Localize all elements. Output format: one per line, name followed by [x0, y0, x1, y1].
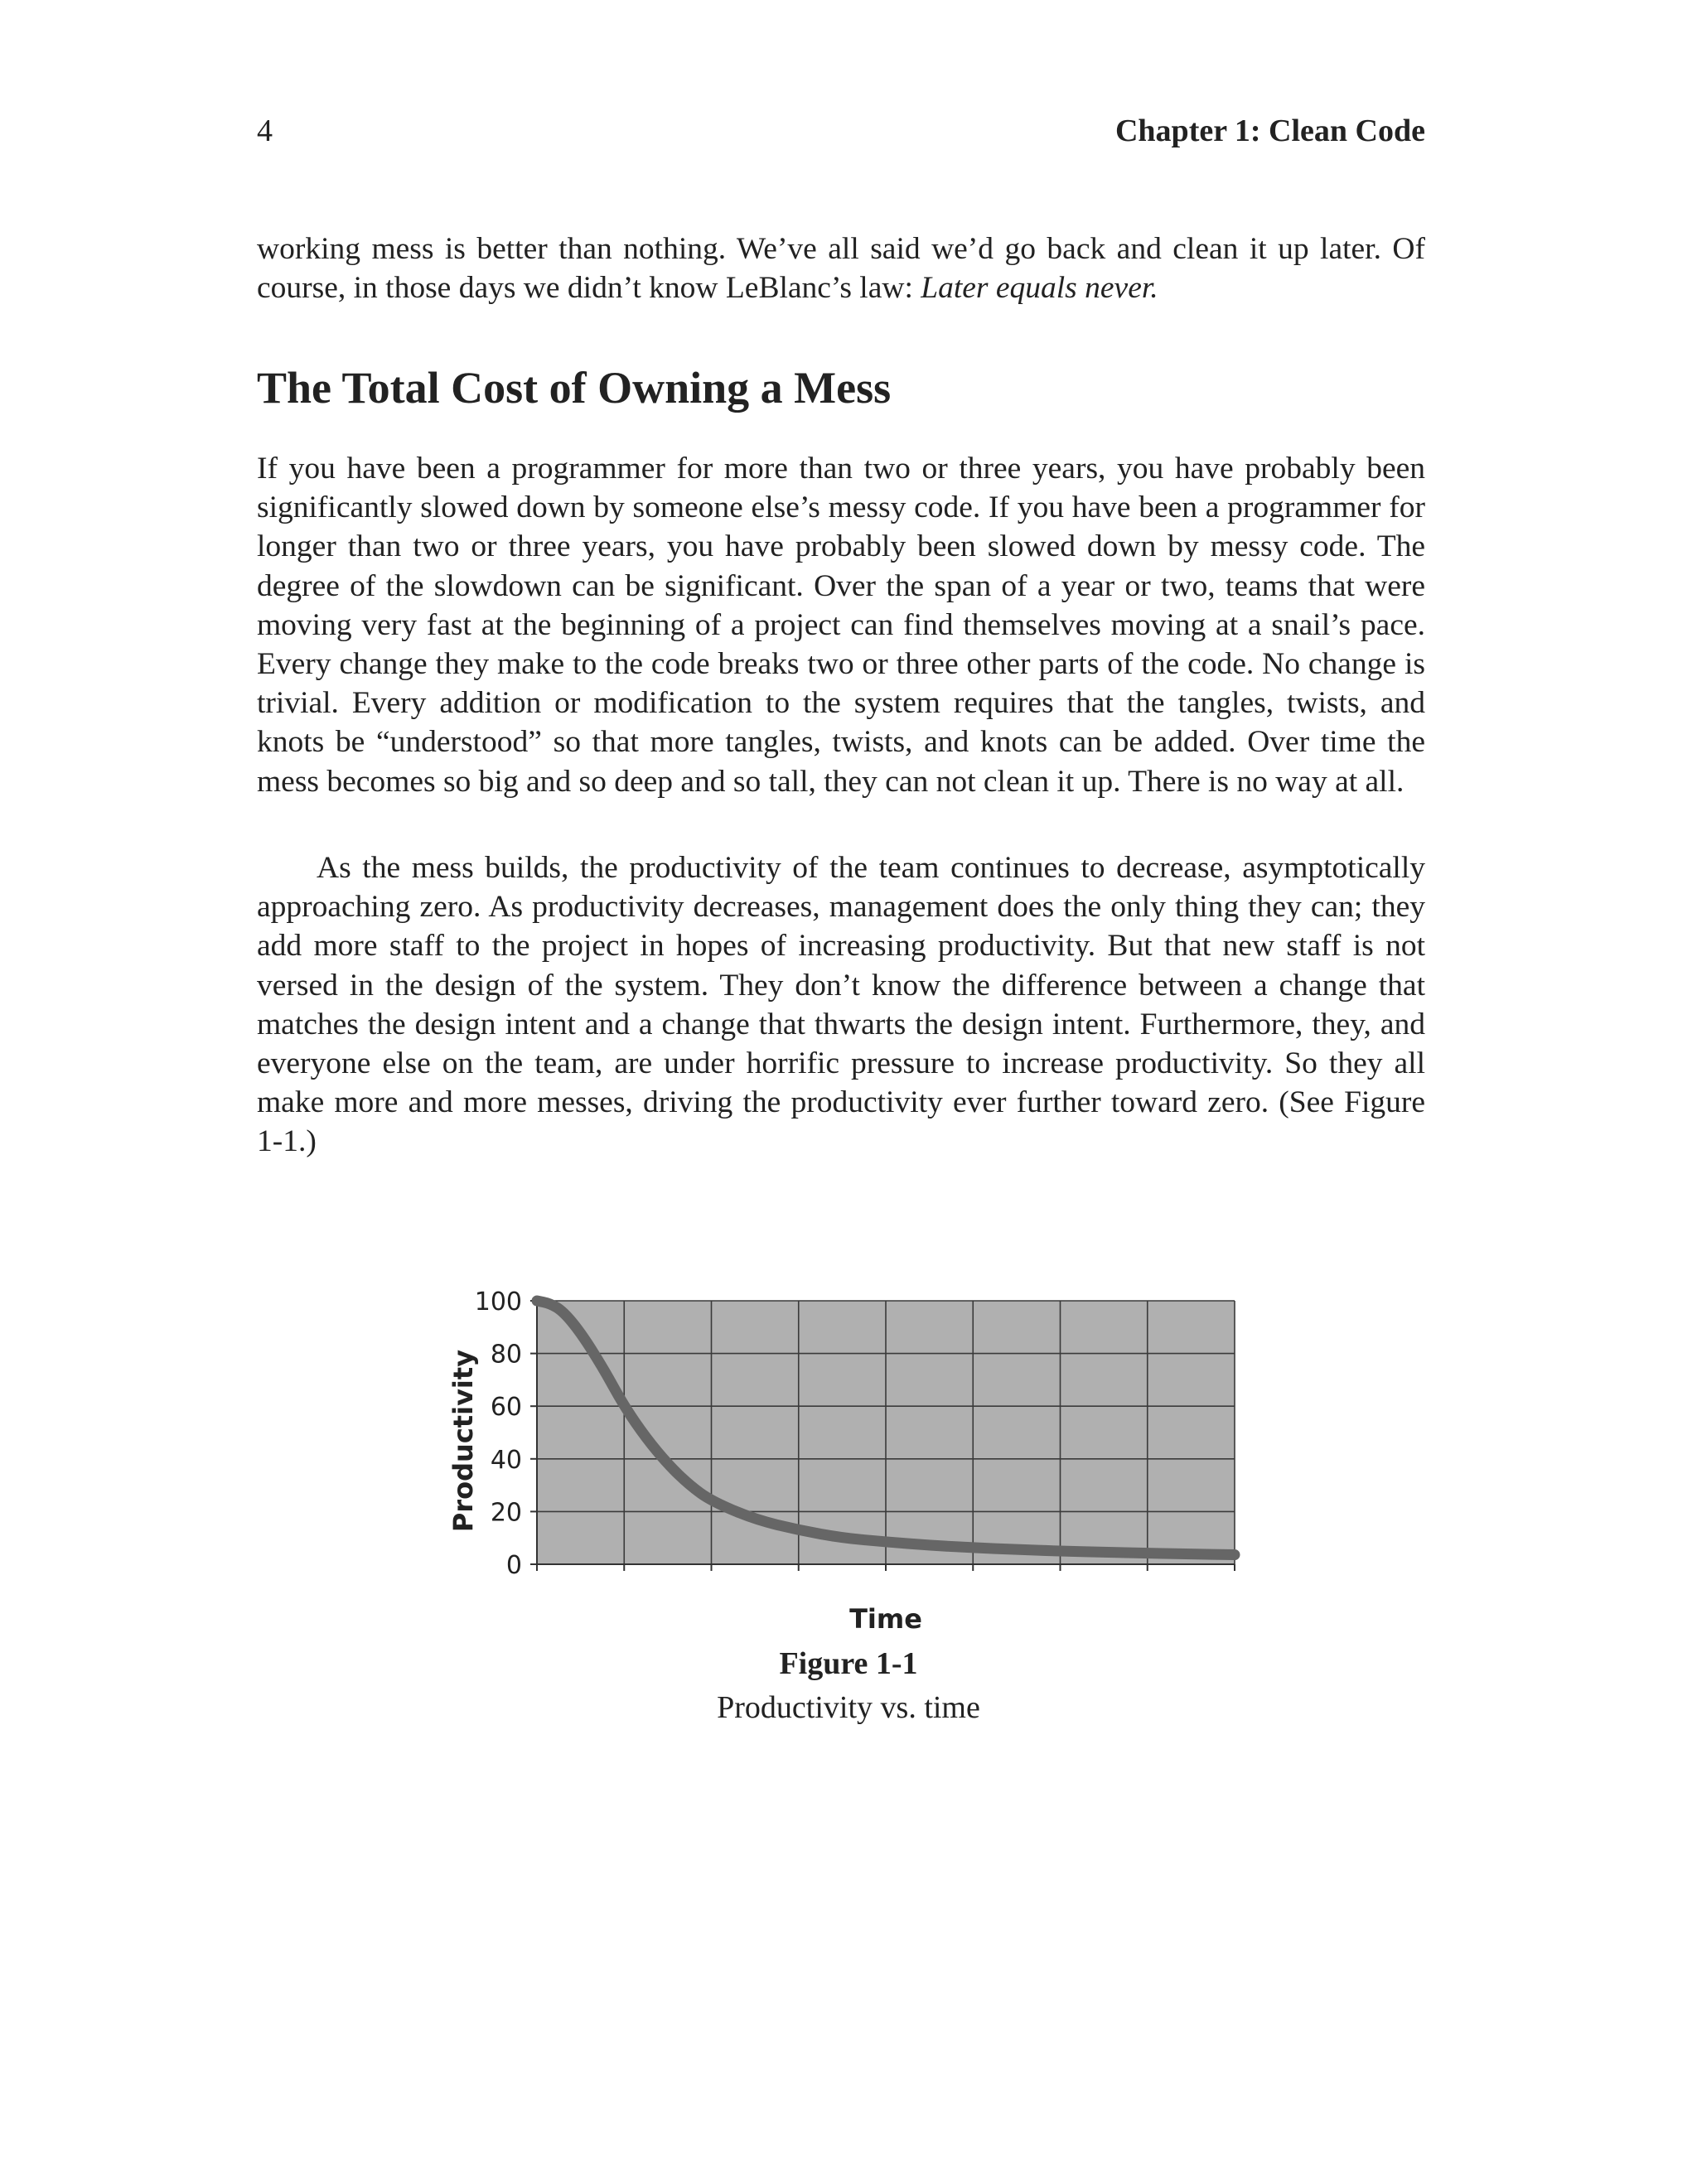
page-number: 4 — [257, 114, 273, 148]
y-tick-label: 20 — [490, 1498, 522, 1528]
section-heading: The Total Cost of Owning a Mess — [257, 363, 892, 413]
y-tick-label: 80 — [490, 1340, 522, 1370]
y-tick-label: 100 — [474, 1288, 522, 1317]
running-head: Chapter 1: Clean Code — [1114, 114, 1425, 148]
y-tick-label: 0 — [505, 1551, 522, 1580]
y-tick-labels — [475, 1288, 522, 1580]
figure-caption-text: Productivity vs. time — [717, 1690, 980, 1725]
y-axis-label: Productivity — [447, 1349, 479, 1533]
intro-paragraph — [257, 230, 1425, 307]
leblanc-law: Later equals never. — [921, 271, 1158, 306]
x-axis-label: Time — [849, 1603, 922, 1635]
figure-caption-title: Figure 1-1 — [779, 1646, 918, 1681]
productivity-figure — [431, 1280, 1259, 1645]
body-paragraph-2 — [257, 848, 1425, 1162]
y-tick-label: 60 — [490, 1393, 522, 1423]
productivity-chart — [431, 1280, 1259, 1645]
body-paragraph-1 — [257, 449, 1425, 801]
y-tick-label: 40 — [490, 1445, 522, 1475]
intro-text: working mess is better than nothing. We’ve all said we’d go back and clean it up later. Of course, in those days we didn’t know LeBlanc’s law: — [257, 232, 1425, 306]
paragraph-text: If you have been a programmer for more than two or three years, you have probably been significantly slowed down by someone else’s messy code. If you have been a programmer for longer than two or three years, you have probably been slowed down by messy code. The degree of the slowdown can be significant. Over the span of a year or two, teams that were moving very fast at the beginning of a project can find themselves moving at a snail’s pace. Every change they make to the code breaks two or three other parts of the code. No change is trivial. Every addition or modification to the system requires that the tangles, twists, and knots be “understood” so that more tangles, twists, and knots can be added. Over time the mess becomes so big and so deep and so tall, they can not clean it up. There is no way at all. — [257, 452, 1425, 799]
paragraph-text: As the mess builds, the productivity of the team continues to decrease, asymptotically approaching zero. As productivity decreases, management does the only thing they can; they add more staff to the project in hopes of increasing productivity. But that new staff is not versed in the design of the system. They don’t know the difference between a change that matches the design intent and a change that thwarts the design intent. Furthermore, they, and everyone else on the team, are under horrific pressure to increase productivity. So they all make more and more messes, driving the productivity ever further toward zero. (See Figure 1-1.) — [257, 851, 1425, 1159]
